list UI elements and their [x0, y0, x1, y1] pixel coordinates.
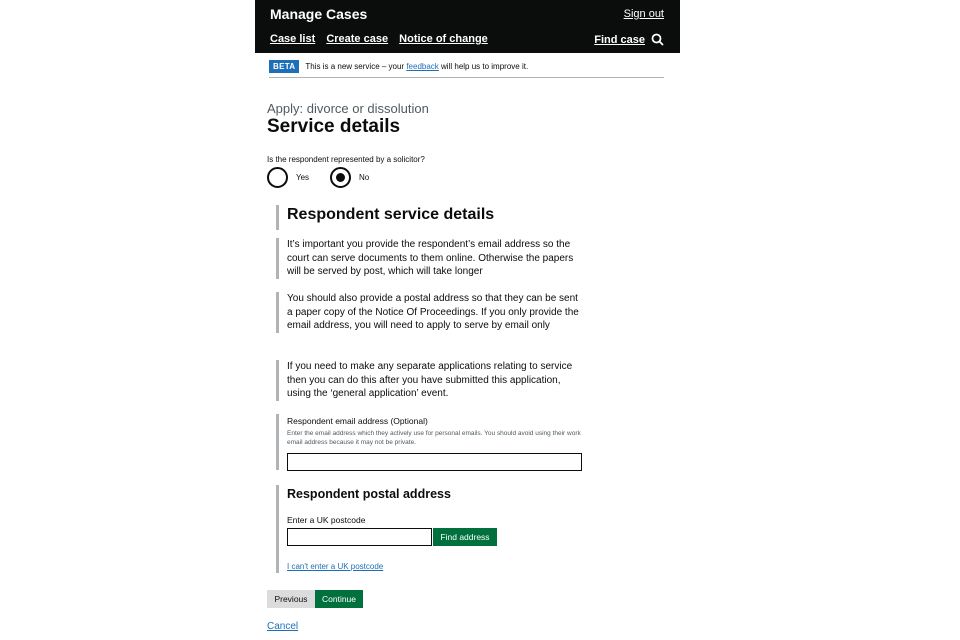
email-field-group: [276, 414, 586, 470]
find-case[interactable]: [594, 33, 664, 46]
find-case-link[interactable]: Find case: [594, 33, 645, 46]
radio-yes-label: Yes: [296, 173, 310, 182]
radio-no-circle[interactable]: [330, 167, 351, 188]
page-caption: Apply: divorce or dissolution: [267, 101, 429, 116]
nav-case-list[interactable]: Case list: [270, 33, 316, 45]
beta-tag: BETA: [269, 60, 299, 73]
cancel-link[interactable]: Cancel: [267, 621, 299, 632]
banner-text: [305, 62, 528, 71]
search-icon[interactable]: [651, 33, 664, 46]
radio-yes-circle[interactable]: [267, 167, 288, 188]
find-address-button[interactable]: Find address: [433, 528, 497, 546]
service-details-section: [276, 205, 596, 230]
manual-address-link[interactable]: I can't enter a UK postcode: [287, 562, 384, 571]
info-paragraph-postal: You should also provide a postal address so that they can be sent a paper copy of the Notice Of Proceedings. If you only provide the email address, you will need to apply to serve by email only: [276, 292, 586, 333]
phase-banner: [269, 56, 664, 78]
radio-yes[interactable]: [267, 167, 309, 188]
email-label: Respondent email address (Optional): [287, 416, 428, 426]
primary-nav: [270, 33, 496, 45]
nav-notice-of-change[interactable]: Notice of change: [399, 33, 488, 45]
feedback-link[interactable]: feedback: [406, 62, 439, 71]
sign-out-link[interactable]: Sign out: [623, 8, 664, 20]
banner-text-before: This is a new service – your: [305, 62, 405, 71]
postal-heading: Respondent postal address: [287, 487, 451, 501]
email-hint: Enter the email address which they actively use for personal emails. You should avoid using their work email address because it may not be private.: [287, 430, 581, 446]
email-input[interactable]: [287, 453, 582, 471]
postcode-label: Enter a UK postcode: [287, 515, 366, 525]
app-header: [255, 0, 680, 53]
radio-no-label: No: [359, 173, 370, 182]
postcode-input[interactable]: [287, 528, 432, 546]
previous-button[interactable]: Previous: [267, 590, 315, 608]
info-paragraph-applications: If you need to make any separate applications relating to service then you can do this after you have submitted this application, using the ‘general application’ event.: [276, 360, 586, 401]
app-title: Manage Cases: [270, 6, 368, 22]
banner-text-after: will help us to improve it.: [441, 62, 529, 71]
radio-no[interactable]: [330, 167, 369, 188]
page-title: Service details: [267, 116, 401, 137]
postal-address-group: [276, 485, 586, 573]
continue-button[interactable]: Continue: [315, 590, 363, 608]
nav-create-case[interactable]: Create case: [326, 33, 389, 45]
section-heading: Respondent service details: [287, 206, 495, 223]
solicitor-question: Is the respondent represented by a solicitor?: [267, 155, 425, 164]
info-paragraph-email: It’s important you provide the respondent’s email address so the court can serve documents to them online. Otherwise the papers will be served by post, which will take longer: [276, 238, 586, 279]
